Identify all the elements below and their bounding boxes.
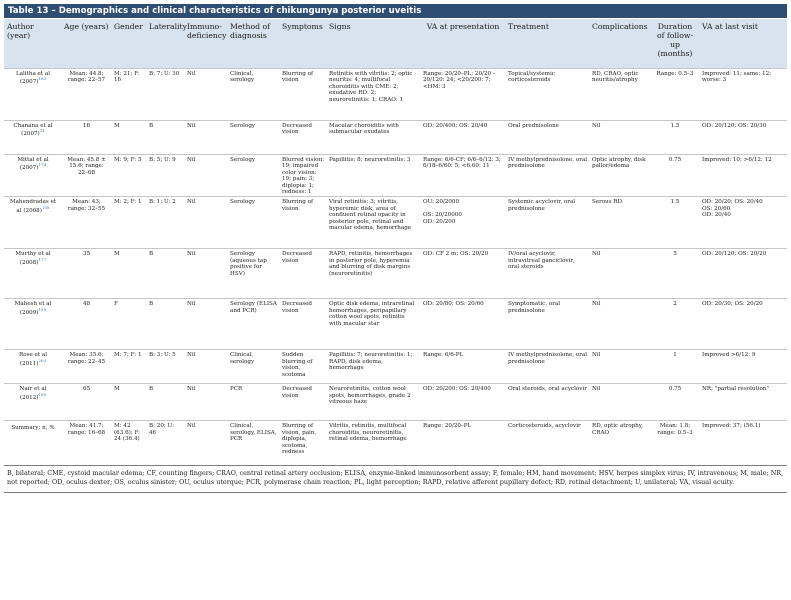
- author-cell: [4, 299, 61, 350]
- va-presentation-cell: OD: 20/80; OS: 20/60: [420, 299, 505, 350]
- table-footnote: B, bilateral; CME, cystoid macular edema; CF, counting fingers; CRAO, central retinal artery occlusion; ELISA, enzyme-linked immunosorbent assay; F, female; HM, hand movement; HSV, herpes simplex virus; IV, intravenous; M, male; NR, not reported; OD, oculus dexter; OS, oculus sinister; OU, oculus uterque; PCR, polymerase chain reaction; PL, light perception; RAPD, relative afferent pupillary defect; RD, retinal detachment; U, unilateral; VA, visual acuity.: [4, 465, 787, 488]
- immunodeficiency-cell: Nil: [184, 154, 227, 197]
- follow-up-duration-cell: Range: 0.5–3: [650, 68, 699, 120]
- age-cell: 65: [61, 384, 111, 421]
- diagnosis-method-cell: Serology (ELISA and PCR): [227, 299, 279, 350]
- treatment-cell: Oral steroids, oral acyclovir: [505, 384, 589, 421]
- column-header: Gender: [111, 19, 146, 68]
- reference-number: 174: [38, 162, 47, 168]
- complications-cell: Nil: [589, 299, 650, 350]
- symptoms-cell: Blurring of vision: [279, 68, 326, 120]
- signs-cell: RAPD, retinitis, hemorrhages in posterior pole, hyperemia and blurring of disk margins (neuroretinitis): [326, 249, 420, 299]
- complications-cell: RD, CRAO, optic neuritis/atrophy: [589, 68, 650, 120]
- signs-cell: Vitritis, retinitis, multifocal choroiditis, neuroretinitis, retinal edema, hemorrhage: [326, 421, 420, 465]
- column-header: Treatment: [505, 19, 589, 68]
- author-name: Mittal et al (2007): [17, 156, 49, 171]
- va-last-visit-cell: Improved: 11; same: 12; worse: 3: [699, 68, 787, 120]
- signs-cell: Macular choroiditis with submacular exudates: [326, 120, 420, 154]
- table-row: [4, 421, 787, 465]
- immunodeficiency-cell: Nil: [184, 350, 227, 384]
- signs-cell: Viral retinitis: 3; vitritis, hyperemic disk, area of confluent retinal opacity in posterior pole, retinal and macular edema, hemorrhage: [326, 197, 420, 249]
- treatment-cell: IV/oral acyclovir, intravitreal ganciclovir, oral steroids: [505, 249, 589, 299]
- complications-cell: Nil: [589, 120, 650, 154]
- author-name: Nair et al (2012): [19, 386, 47, 401]
- signs-cell: Neuroretinitis, cotton wool spots, hemorrhages, grade 2 vitreous haze: [326, 384, 420, 421]
- gender-cell: M: [111, 249, 146, 299]
- age-cell: 16: [61, 120, 111, 154]
- author-cell: [4, 154, 61, 197]
- diagnosis-method-cell: PCR: [227, 384, 279, 421]
- symptoms-cell: Blurred vision: 19; impaired color vision: 19; pain: 3; diplopia: 1; redness: 1: [279, 154, 326, 197]
- complications-cell: Nil: [589, 384, 650, 421]
- table-row: [4, 120, 787, 154]
- column-header: Complications: [589, 19, 650, 68]
- symptoms-cell: Decreased vision: [279, 384, 326, 421]
- author-name: Mahendradas et al (2008): [9, 199, 57, 214]
- author-cell: [4, 421, 61, 465]
- follow-up-duration-cell: 2: [650, 299, 699, 350]
- author-cell: [4, 68, 61, 120]
- treatment-cell: Oral prednisolone: [505, 120, 589, 154]
- immunodeficiency-cell: Nil: [184, 299, 227, 350]
- va-presentation-cell: Range: 6/6-PL: [420, 350, 505, 384]
- follow-up-duration-cell: 1.5: [650, 120, 699, 154]
- immunodeficiency-cell: Nil: [184, 249, 227, 299]
- diagnosis-method-cell: Serology (aqueous tap positive for HSV): [227, 249, 279, 299]
- data-table: [4, 19, 787, 465]
- reference-number: 11: [39, 128, 45, 134]
- author-name: Murthy et al (2008): [15, 251, 51, 266]
- laterality-cell: B: [146, 120, 184, 154]
- author-cell: [4, 350, 61, 384]
- complications-cell: RD, optic atrophy, CRAO: [589, 421, 650, 465]
- va-last-visit-cell: Improved: 37; (56.1): [699, 421, 787, 465]
- follow-up-duration-cell: 0.75: [650, 154, 699, 197]
- bottom-rule: [4, 492, 787, 493]
- signs-cell: Retinitis with vitritis: 2; optic neuritis: 4; multifocal choroiditis with CME: 2; exudative RD: 2; neuroretinitis: 1; CRAO: 1: [326, 68, 420, 120]
- va-last-visit-cell: NR; "partial resolution": [699, 384, 787, 421]
- laterality-cell: B: 20; U: 46: [146, 421, 184, 465]
- immunodeficiency-cell: Nil: [184, 421, 227, 465]
- complications-cell: Optic atrophy, disk pallor/edema: [589, 154, 650, 197]
- table-row: [4, 249, 787, 299]
- diagnosis-method-cell: Clinical, serology: [227, 68, 279, 120]
- va-presentation-cell: OD: 20/200; OS: 20/400: [420, 384, 505, 421]
- va-presentation-cell: Range: 6/6-CF; 6/6–6/12: 3; 6/18–6/60: 5; <6.60: 11: [420, 154, 505, 197]
- va-presentation-cell: Range: 20/20–PL: [420, 421, 505, 465]
- va-last-visit-cell: OD: 20/120; OS: 20/30: [699, 120, 787, 154]
- complications-cell: Serous RD: [589, 197, 650, 249]
- table-row: [4, 68, 787, 120]
- gender-cell: M: 9; F: 5: [111, 154, 146, 197]
- gender-cell: M: [111, 384, 146, 421]
- reference-number: 177: [38, 256, 47, 262]
- immunodeficiency-cell: Nil: [184, 68, 227, 120]
- signs-cell: Optic disk edema, intraretinal hemorrhages, peripapillary cotton wool spots, retinitis with macular star: [326, 299, 420, 350]
- laterality-cell: B: [146, 299, 184, 350]
- treatment-cell: Symptomatic, oral prednisolone: [505, 299, 589, 350]
- age-cell: Mean: 44.8; range: 22–57: [61, 68, 111, 120]
- symptoms-cell: Blurring of vision: [279, 197, 326, 249]
- table-row: [4, 197, 787, 249]
- diagnosis-method-cell: Clinical, serology, ELISA, PCR: [227, 421, 279, 465]
- header-row: [4, 19, 787, 68]
- age-cell: 35: [61, 249, 111, 299]
- laterality-cell: B: 7; U: 30: [146, 68, 184, 120]
- treatment-cell: Corticosteroids, acyclovir: [505, 421, 589, 465]
- gender-cell: M: 7; F: 1: [111, 350, 146, 384]
- laterality-cell: B: [146, 384, 184, 421]
- treatment-cell: Systemic acyclovir, oral prednisolone: [505, 197, 589, 249]
- table-header: [4, 19, 787, 68]
- laterality-cell: B: 3; U: 5: [146, 350, 184, 384]
- author-cell: [4, 249, 61, 299]
- signs-cell: Papillitis: 8; neuroretinitis: 3: [326, 154, 420, 197]
- author-name: Chanana et al (2007): [13, 122, 53, 137]
- table-row: [4, 350, 787, 384]
- author-name: Summary; n, %: [11, 424, 55, 431]
- diagnosis-method-cell: Serology: [227, 120, 279, 154]
- reference-number: 163: [38, 76, 47, 82]
- author-cell: [4, 120, 61, 154]
- age-cell: Mean: 41.7; range: 16–68: [61, 421, 111, 465]
- reference-number: 180: [38, 391, 47, 397]
- symptoms-cell: Decreased vision: [279, 120, 326, 154]
- signs-cell: Papillitis: 7; neuroretinitis: 1; RAPD, disk edema, hemorrhage: [326, 350, 420, 384]
- laterality-cell: B: [146, 249, 184, 299]
- va-presentation-cell: Range: 20/20–PL; 20/20 –20/120: 24; <20/200: 7; <HM: 3: [420, 68, 505, 120]
- column-header: Method of diagnosis: [227, 19, 279, 68]
- column-header: Duration of follow-up (months): [650, 19, 699, 68]
- table-row: [4, 384, 787, 421]
- gender-cell: M: 21; F: 16: [111, 68, 146, 120]
- complications-cell: Nil: [589, 249, 650, 299]
- immunodeficiency-cell: Nil: [184, 120, 227, 154]
- age-cell: Mean: 35.6; range: 22–45: [61, 350, 111, 384]
- follow-up-duration-cell: 1.5: [650, 197, 699, 249]
- complications-cell: Nil: [589, 350, 650, 384]
- author-cell: [4, 384, 61, 421]
- column-header: Symptoms: [279, 19, 326, 68]
- age-cell: Mean: 45.8 ± 15.6; range: 22–68: [61, 154, 111, 197]
- table-row: [4, 299, 787, 350]
- laterality-cell: B: 1; U: 2: [146, 197, 184, 249]
- va-presentation-cell: OU: 20/2000 OS: 20/20000 OD: 20/200: [420, 197, 505, 249]
- symptoms-cell: Decreased vision: [279, 299, 326, 350]
- treatment-cell: IV methylprednisolone, oral prednisolone: [505, 154, 589, 197]
- column-header: Signs: [326, 19, 420, 68]
- author-cell: [4, 197, 61, 249]
- column-header: Author (year): [4, 19, 61, 68]
- symptoms-cell: Sudden blurring of vision, scotoma: [279, 350, 326, 384]
- va-last-visit-cell: OD: 20/120; OS: 20/20: [699, 249, 787, 299]
- symptoms-cell: Decreased vision: [279, 249, 326, 299]
- va-last-visit-cell: OD: 20/20; OS: 20/40 OS: 20/60 OD: 20/40: [699, 197, 787, 249]
- treatment-cell: Topical/systemic corticosteroids: [505, 68, 589, 120]
- symptoms-cell: Blurring of vision, pain, diplopia, scotoma, redness: [279, 421, 326, 465]
- treatment-cell: IV methylprednisolone, oral prednisolone: [505, 350, 589, 384]
- table-row: [4, 154, 787, 197]
- diagnosis-method-cell: Serology: [227, 197, 279, 249]
- diagnosis-method-cell: Clinical, serology: [227, 350, 279, 384]
- va-presentation-cell: OD: 20/400; OS: 20/40: [420, 120, 505, 154]
- immunodeficiency-cell: Nil: [184, 384, 227, 421]
- table-body: [4, 68, 787, 465]
- reference-number: 158: [41, 204, 50, 210]
- va-last-visit-cell: Improved: 10; >6/12: 12: [699, 154, 787, 197]
- gender-cell: F: [111, 299, 146, 350]
- reference-number: 159: [38, 306, 47, 312]
- follow-up-duration-cell: 1: [650, 350, 699, 384]
- column-header: VA at last visit: [699, 19, 787, 68]
- age-cell: 48: [61, 299, 111, 350]
- author-name: Lalitha et al (2007): [15, 70, 51, 85]
- column-header: Immuno-deficiency: [184, 19, 227, 68]
- column-header: Age (years): [61, 19, 111, 68]
- reference-number: 203: [38, 357, 47, 363]
- gender-cell: M: 2; F: 1: [111, 197, 146, 249]
- column-header: VA at presentation: [420, 19, 505, 68]
- follow-up-duration-cell: Mean: 1.8; range: 0.5–3: [650, 421, 699, 465]
- author-name: Mahesh et al (2009): [14, 301, 52, 316]
- table-title: Table 13 – Demographics and clinical characteristics of chikungunya posterior uveitis: [4, 4, 787, 18]
- gender-cell: M: 42 (63.6); F: 24 (36.4): [111, 421, 146, 465]
- gender-cell: M: [111, 120, 146, 154]
- column-header: Laterality: [146, 19, 184, 68]
- va-last-visit-cell: Improved >6/12: 9: [699, 350, 787, 384]
- author-name: Rose et al (2011): [19, 352, 47, 367]
- age-cell: Mean: 43; range: 32–55: [61, 197, 111, 249]
- follow-up-duration-cell: 0.75: [650, 384, 699, 421]
- diagnosis-method-cell: Serology: [227, 154, 279, 197]
- laterality-cell: B: 5; U: 9: [146, 154, 184, 197]
- immunodeficiency-cell: Nil: [184, 197, 227, 249]
- follow-up-duration-cell: 5: [650, 249, 699, 299]
- va-last-visit-cell: OD: 20/30; OS: 20/20: [699, 299, 787, 350]
- va-presentation-cell: OD: CF 2 m; OS: 20/20: [420, 249, 505, 299]
